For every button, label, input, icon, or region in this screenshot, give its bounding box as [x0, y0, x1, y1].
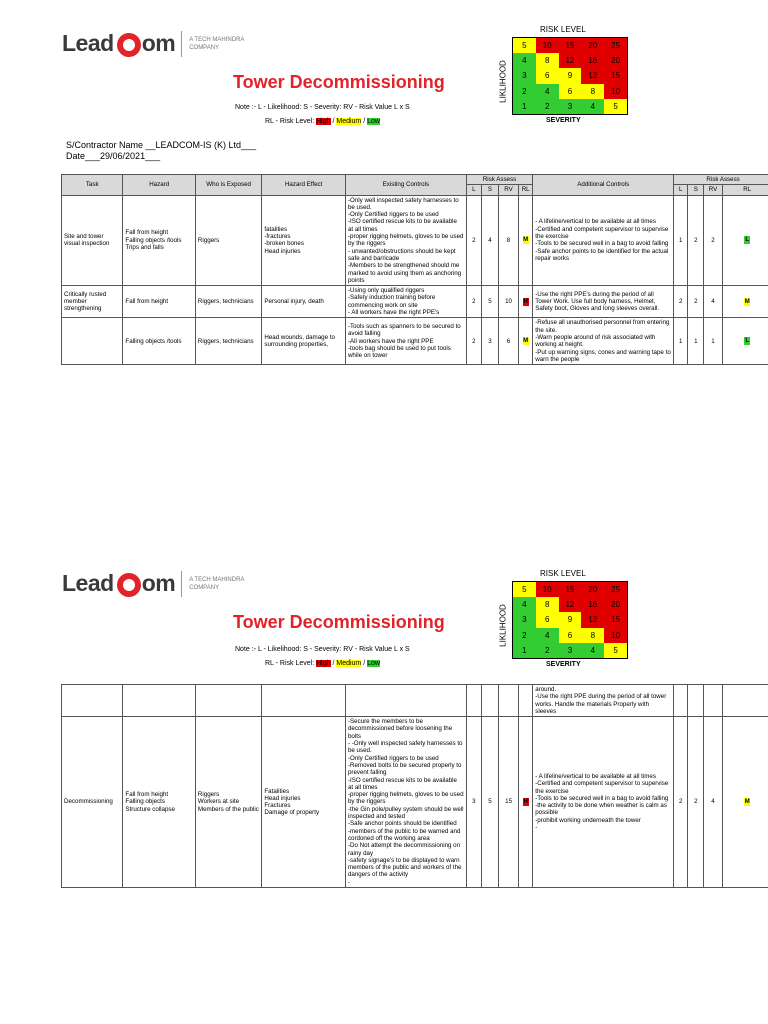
matrix-cell: 10	[604, 84, 627, 99]
header-l: L	[466, 185, 481, 195]
cell-who	[195, 685, 261, 717]
matrix-x-label: SEVERITY	[546, 661, 581, 668]
legend-note: Note :- L - Likelihood: S - Severity: RV - Risk Value L x S	[235, 104, 410, 111]
cell-rv2: 2	[704, 195, 722, 286]
matrix-title: RISK LEVEL	[540, 25, 586, 34]
matrix-cell: 20	[604, 597, 627, 612]
header-risk-assess: Risk Assess	[466, 175, 532, 185]
assessment-date: Date___29/06/2021___	[66, 151, 161, 161]
matrix-cell: 4	[536, 628, 559, 643]
page-title: Tower Decommissioning	[233, 72, 445, 92]
cell-task: Decommissioning	[62, 717, 123, 888]
matrix-cell: 15	[604, 612, 627, 627]
matrix-cell: 25	[604, 582, 627, 597]
header-s: S	[481, 185, 498, 195]
cell-l2: 2	[674, 286, 688, 318]
cell-task: Site and tower visual inspection	[62, 195, 123, 286]
cell-additional: -Refuse all unauthorised personnel from entering the site. -Warn people around of risk associated with working at height. -Put up warning signs, cones and warning tape to warn the people	[533, 318, 674, 365]
logo-om-text: om	[141, 570, 176, 596]
cell-existing	[345, 685, 466, 717]
logo-tagline	[189, 576, 244, 592]
matrix-cell: 12	[559, 53, 582, 68]
cell-l: 2	[466, 318, 481, 365]
rl-sep: /	[361, 660, 368, 667]
cell-task	[62, 685, 123, 717]
cell-hazard	[123, 685, 196, 717]
cell-l2	[674, 685, 688, 717]
cell-s2: 2	[688, 286, 704, 318]
cell-additional: - A lifeline/vertical to be available at all times -Certified and competent supervisor to supervise the exercise -Tools to be secured well in a bag to avoid falling -Safe anchor points to be identified for the actual repair works	[533, 195, 674, 286]
matrix-grid	[512, 581, 628, 659]
rl-sep: /	[330, 660, 337, 667]
header-l2: L	[674, 185, 688, 195]
risk-level-badge: M	[744, 298, 750, 305]
rl-sep: /	[361, 118, 368, 125]
cell-s: 5	[481, 286, 498, 318]
cell-rl	[519, 685, 533, 717]
matrix-cell: 6	[536, 612, 559, 627]
header-additional: Additional Controls	[533, 175, 674, 196]
header-rl2: RL	[722, 185, 768, 195]
cell-rl	[519, 717, 533, 888]
cell-additional: -Use the right PPE's during the period of all Tower Work. Use full body harness, Helmet, Safety boot, Gloves and long sleeves overall.	[533, 286, 674, 318]
matrix-cell: 4	[513, 597, 536, 612]
rl-low: Low	[367, 660, 380, 667]
matrix-cell: 2	[513, 628, 536, 643]
logo-lead-text: Lead	[62, 570, 114, 596]
cell-effect: Personal injury, death	[262, 286, 346, 318]
matrix-cell: 8	[536, 597, 559, 612]
risk-table	[61, 174, 768, 365]
matrix-cell: 20	[581, 38, 604, 53]
matrix-cell: 9	[559, 68, 582, 83]
matrix-cell: 3	[513, 612, 536, 627]
cell-effect: Fatalities Head injuries Fractures Damage of property	[262, 717, 346, 888]
matrix-grid	[512, 37, 628, 115]
cell-hazard: Falling objects /tools	[123, 318, 196, 365]
cell-l2: 2	[674, 717, 688, 888]
matrix-cell: 6	[536, 68, 559, 83]
cell-s: 5	[481, 717, 498, 888]
cell-task	[62, 318, 123, 365]
rl-medium: Medium	[336, 660, 362, 667]
risk-level-badge: M	[523, 237, 529, 244]
table-row	[62, 318, 768, 365]
matrix-cell: 16	[581, 53, 604, 68]
cell-l2: 1	[674, 195, 688, 286]
cell-additional: around. -Use the right PPE during the period of all tower works. Handle the materials Properly with sleeves	[533, 685, 674, 717]
header-effect: Hazard Effect	[262, 175, 346, 196]
header-existing: Existing Controls	[345, 175, 466, 196]
risk-level-legend	[265, 660, 380, 667]
matrix-cell: 2	[536, 99, 559, 114]
logo-tagline-1: A TECH MAHINDRA	[189, 36, 245, 43]
cell-rl	[519, 318, 533, 365]
cell-s2: 2	[688, 717, 704, 888]
cell-rl2	[722, 286, 768, 318]
cell-rl2	[722, 717, 768, 888]
header-who: Who is Exposed	[195, 175, 261, 196]
cell-rv2	[704, 685, 722, 717]
cell-s2: 1	[688, 318, 704, 365]
cell-effect: Head wounds, damage to surrounding properties,	[262, 318, 346, 365]
matrix-cell: 12	[581, 612, 604, 627]
matrix-y-label: LIKLIHOOD	[498, 604, 508, 647]
matrix-cell: 4	[581, 99, 604, 114]
cell-rl	[519, 286, 533, 318]
logo-om-text: om	[141, 30, 176, 56]
contractor-name: S/Contractor Name __LEADCOM-IS (K) Ltd___	[66, 140, 257, 150]
matrix-cell: 2	[536, 643, 559, 658]
matrix-cell: 20	[581, 582, 604, 597]
matrix-cell: 5	[604, 643, 627, 658]
rl-high: High	[316, 660, 331, 667]
table-header-row	[62, 175, 768, 185]
risk-level-badge: L	[745, 237, 750, 244]
risk-table-continued	[61, 684, 768, 888]
rl-prefix: RL - Risk Level:	[265, 118, 315, 125]
matrix-cell: 5	[604, 99, 627, 114]
header-s2: S	[688, 185, 704, 195]
matrix-cell: 8	[581, 628, 604, 643]
cell-rv2: 4	[704, 286, 722, 318]
matrix-cell: 10	[536, 582, 559, 597]
cell-hazard: Fall from height Falling objects /tools Trips and falls	[123, 195, 196, 286]
matrix-cell: 8	[536, 53, 559, 68]
cell-effect	[262, 685, 346, 717]
risk-level-badge: L	[745, 338, 750, 345]
cell-l: 2	[466, 286, 481, 318]
rl-low: Low	[367, 118, 380, 125]
rl-sep: /	[330, 118, 337, 125]
logo-divider	[181, 31, 182, 57]
matrix-x-label: SEVERITY	[546, 117, 581, 124]
cell-l	[466, 685, 481, 717]
matrix-cell: 20	[604, 53, 627, 68]
cell-rl	[519, 195, 533, 286]
cell-rv2: 4	[704, 717, 722, 888]
matrix-cell: 10	[604, 628, 627, 643]
header-rv: RV	[498, 185, 518, 195]
logo-tagline-2: COMPANY	[189, 44, 220, 51]
cell-rl2	[722, 685, 768, 717]
logo-wordmark	[62, 570, 175, 597]
rl-medium: Medium	[336, 118, 362, 125]
rl-high: High	[316, 118, 331, 125]
matrix-cell: 3	[559, 643, 582, 658]
matrix-cell: 4	[536, 84, 559, 99]
rl-prefix: RL - Risk Level:	[265, 660, 315, 667]
cell-who: Riggers	[195, 195, 261, 286]
cell-rv: 10	[498, 286, 518, 318]
cell-task: Critically rusted member strengthening	[62, 286, 123, 318]
page-title: Tower Decommissioning	[233, 612, 445, 632]
cell-who: Riggers, technicians	[195, 286, 261, 318]
matrix-cell: 1	[513, 99, 536, 114]
matrix-cell: 1	[513, 643, 536, 658]
cell-hazard: Fall from height Falling objects Structure collapse	[123, 717, 196, 888]
logo-c-icon	[117, 573, 141, 597]
matrix-cell: 4	[513, 53, 536, 68]
cell-existing: -Tools such as spanners to be secured to avoid falling -All workers have the right PPE -tools bag should be used to put tools while on tower	[345, 318, 466, 365]
header-task: Task	[62, 175, 123, 196]
cell-l: 2	[466, 195, 481, 286]
cell-rv: 6	[498, 318, 518, 365]
matrix-cell: 3	[559, 99, 582, 114]
cell-who: Riggers Workers at site Members of the public	[195, 717, 261, 888]
cell-existing: -Secure the members to be decommissioned before loosening the bolts - -Only well inspected safety harnesses to be used. -Only Certified riggers to be used -Removed bolts to be secured properly to prevent falling -ISO certified rescue kits to be available at all times -proper rigging helmets, gloves to be used by the riggers -the Gin pole/pulley system should be well inspected and tested -Safe anchor points should be identified -members of the public to be warned and cordoned off the working area -Do Not attempt the decommissioning on rainy day -safety signage's to be displayed to warn members of the public and workers of the dangers of the activity -	[345, 717, 466, 888]
matrix-cell: 8	[581, 84, 604, 99]
matrix-cell: 4	[581, 643, 604, 658]
matrix-cell: 2	[513, 84, 536, 99]
logo-divider	[181, 571, 182, 597]
legend-note: Note :- L - Likelihood: S - Severity: RV - Risk Value L x S	[235, 646, 410, 653]
cell-l2: 1	[674, 318, 688, 365]
cell-effect: fatalities -fractures -broken bones Head injuries	[262, 195, 346, 286]
matrix-cell: 5	[513, 38, 536, 53]
matrix-title: RISK LEVEL	[540, 569, 586, 578]
table-row	[62, 286, 768, 318]
logo-c-icon	[117, 33, 141, 57]
risk-level-badge: H	[523, 298, 528, 305]
risk-level-badge: M	[744, 799, 750, 806]
matrix-cell: 12	[559, 597, 582, 612]
cell-rv: 8	[498, 195, 518, 286]
risk-level-badge: H	[523, 799, 528, 806]
cell-existing: -Using only qualified riggers -Safety induction training before commencing work on site - All workers have the right PPE's	[345, 286, 466, 318]
cell-s	[481, 685, 498, 717]
cell-rv: 15	[499, 717, 519, 888]
header-hazard: Hazard	[123, 175, 196, 196]
table-row	[62, 685, 768, 717]
cell-existing: -Only well inspected safety harnesses to be used. -Only Certified riggers to be used -ISO certified rescue kits to be available at all times -proper rigging helmets, gloves to be used by the riggers - unwanted/obstructions should be kept safe and barricade -Members to be strengthened should me marked to avoid using them as anchoring points	[345, 195, 466, 286]
cell-rv2: 1	[704, 318, 722, 365]
matrix-cell: 3	[513, 68, 536, 83]
cell-s: 4	[481, 195, 498, 286]
matrix-cell: 25	[604, 38, 627, 53]
risk-level-badge: M	[523, 338, 529, 345]
matrix-cell: 12	[581, 68, 604, 83]
logo-lead-text: Lead	[62, 30, 114, 56]
matrix-y-label: LIKLIHOOD	[498, 60, 508, 103]
header-rv2: RV	[704, 185, 722, 195]
matrix-cell: 15	[604, 68, 627, 83]
matrix-cell: 16	[581, 597, 604, 612]
matrix-cell: 5	[513, 582, 536, 597]
cell-who: Riggers, technicians	[195, 318, 261, 365]
cell-rv	[499, 685, 519, 717]
header-rl: RL	[519, 185, 533, 195]
logo-tagline	[189, 36, 244, 52]
matrix-cell: 6	[559, 84, 582, 99]
cell-s2	[688, 685, 704, 717]
matrix-cell: 10	[536, 38, 559, 53]
company-logo	[62, 30, 244, 57]
header-risk-assess-2: Risk Assess	[674, 175, 768, 185]
cell-s2: 2	[688, 195, 704, 286]
cell-s: 3	[481, 318, 498, 365]
logo-wordmark	[62, 30, 175, 57]
table-row	[62, 195, 768, 286]
company-logo	[62, 570, 244, 597]
risk-level-legend	[265, 118, 380, 125]
matrix-cell: 15	[559, 38, 582, 53]
table-row	[62, 717, 768, 888]
cell-hazard: Fall from height	[123, 286, 196, 318]
matrix-cell: 9	[559, 612, 582, 627]
cell-additional: - A lifeline/vertical to be available at all times -Certified and competent supervisor to supervise the exercise -Tools to be secured well in a bag to avoid falling -the activity to be done when weather is calm as possible -prohibit working underneath the tower -	[533, 717, 674, 888]
matrix-cell: 6	[559, 628, 582, 643]
cell-rl2	[722, 318, 768, 365]
matrix-cell: 15	[559, 582, 582, 597]
logo-tagline-1: A TECH MAHINDRA	[189, 576, 245, 583]
cell-rl2	[722, 195, 768, 286]
logo-tagline-2: COMPANY	[189, 584, 220, 591]
cell-l: 3	[466, 717, 481, 888]
